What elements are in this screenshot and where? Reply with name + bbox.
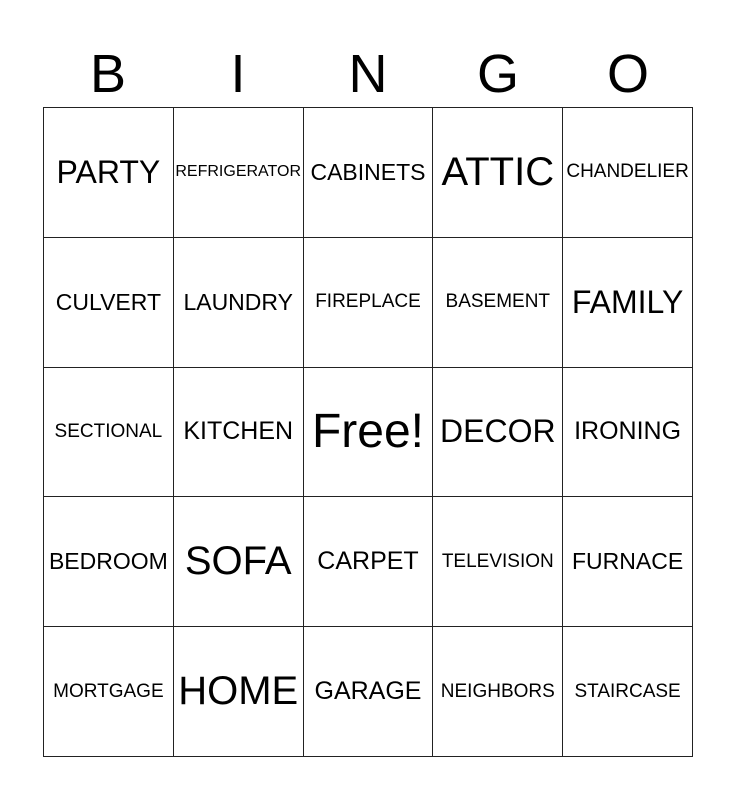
cell-label: CABINETS: [310, 158, 426, 185]
free-space-cell[interactable]: [304, 368, 434, 498]
cell-label: BASEMENT: [445, 291, 551, 313]
cell-label: GARAGE: [314, 677, 422, 706]
bingo-cell[interactable]: [174, 108, 304, 238]
bingo-card: [43, 107, 693, 757]
bingo-cell[interactable]: [44, 627, 174, 757]
bingo-cell[interactable]: [174, 368, 304, 498]
bingo-cell[interactable]: [433, 497, 563, 627]
cell-label: FURNACE: [572, 548, 684, 575]
cell-label: BEDROOM: [48, 548, 168, 575]
cell-label: PARTY: [56, 153, 161, 190]
cell-label: FAMILY: [571, 283, 684, 320]
cell-label: NEIGHBORS: [440, 680, 555, 702]
bingo-cell[interactable]: [304, 238, 434, 368]
cell-label: Free!: [311, 405, 424, 459]
cell-label: ATTIC: [441, 149, 555, 194]
bingo-cell[interactable]: [304, 627, 434, 757]
header-letter-n: N: [348, 44, 388, 104]
bingo-cell[interactable]: [563, 497, 693, 627]
bingo-header: [43, 40, 693, 108]
cell-label: STAIRCASE: [574, 680, 681, 702]
bingo-cell[interactable]: [563, 238, 693, 368]
cell-label: REFRIGERATOR: [175, 163, 302, 181]
header-letter-i: I: [230, 44, 246, 104]
cell-label: CULVERT: [55, 288, 162, 315]
bingo-cell[interactable]: [563, 627, 693, 757]
header-letter-g: G: [476, 44, 519, 104]
bingo-cell[interactable]: [304, 108, 434, 238]
cell-label: CARPET: [317, 547, 419, 576]
cell-label: LAUNDRY: [183, 288, 293, 315]
bingo-cell[interactable]: [304, 497, 434, 627]
bingo-cell[interactable]: [174, 497, 304, 627]
bingo-cell[interactable]: [44, 108, 174, 238]
bingo-cell[interactable]: [433, 238, 563, 368]
cell-label: TELEVISION: [441, 550, 554, 572]
cell-label: CHANDELIER: [566, 161, 689, 183]
bingo-cell[interactable]: [44, 238, 174, 368]
cell-label: MORTGAGE: [53, 680, 164, 702]
cell-label: FIREPLACE: [315, 291, 421, 313]
bingo-cell[interactable]: [174, 627, 304, 757]
bingo-cell[interactable]: [174, 238, 304, 368]
cell-label: SOFA: [184, 539, 292, 584]
cell-label: SECTIONAL: [54, 420, 163, 442]
bingo-cell[interactable]: [563, 108, 693, 238]
bingo-cell[interactable]: [433, 108, 563, 238]
bingo-cell[interactable]: [44, 368, 174, 498]
bingo-cell[interactable]: [433, 368, 563, 498]
cell-label: HOME: [178, 669, 299, 714]
header-letter-o: O: [606, 44, 649, 104]
cell-label: KITCHEN: [183, 417, 294, 446]
bingo-cell[interactable]: [44, 497, 174, 627]
bingo-cell[interactable]: [563, 368, 693, 498]
header-letter-b: B: [89, 44, 127, 104]
cell-label: IRONING: [574, 417, 682, 446]
cell-label: DECOR: [440, 413, 556, 450]
bingo-cell[interactable]: [433, 627, 563, 757]
